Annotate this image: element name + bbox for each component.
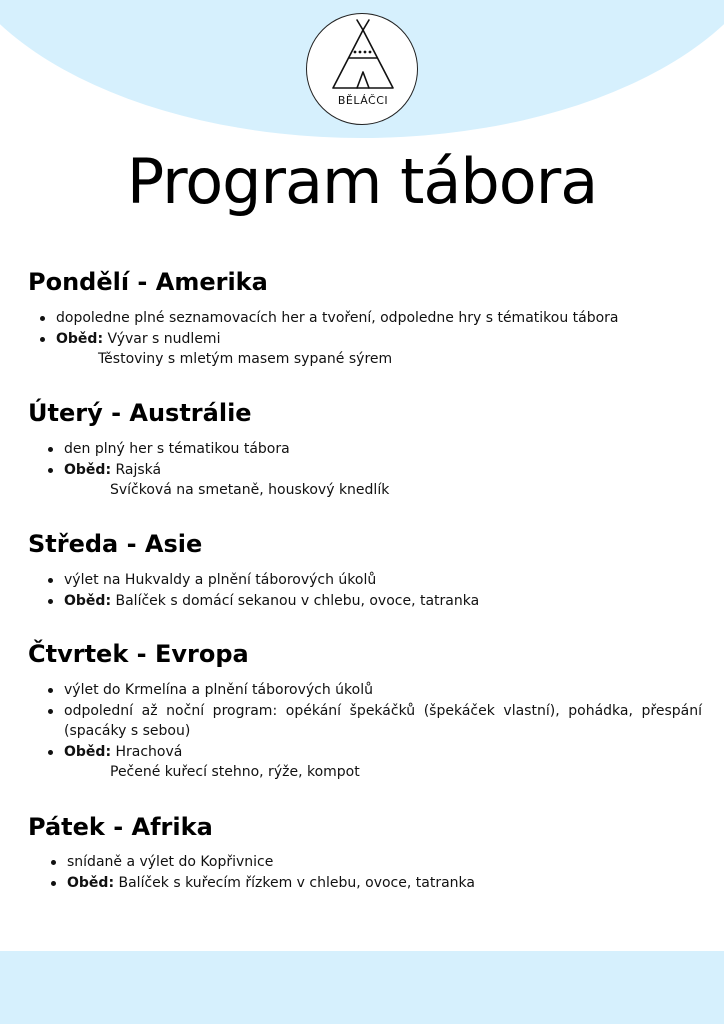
- lunch-item: [49, 873, 689, 894]
- list-item: dopoledne plné seznamovacích her a tvoření, odpoledne hry s tématikou tábora: [38, 308, 678, 329]
- lunch-main: Těstoviny s mletým masem sypané sýrem: [98, 351, 393, 367]
- lunch-label: Oběd:: [64, 461, 112, 478]
- teepee-icon: [307, 14, 419, 126]
- page-title: Program tábora: [126, 145, 598, 218]
- day-heading: Úterý - Austrálie: [28, 399, 252, 427]
- list-item: den plný her s tématikou tábora: [46, 439, 686, 460]
- list-item: výlet na Hukvaldy a plnění táborových úkolů: [46, 570, 686, 591]
- day-heading: Čtvrtek - Evropa: [28, 640, 249, 668]
- list-item: snídaně a výlet do Kopřivnice: [49, 852, 689, 873]
- lunch-text: Balíček s kuřecím řízkem v chlebu, ovoce, tatranka: [114, 874, 475, 891]
- day-items: [49, 852, 689, 893]
- lunch-main: Pečené kuřecí stehno, rýže, kompot: [110, 764, 360, 780]
- day-heading: Středa - Asie: [28, 530, 203, 558]
- day-items: [38, 308, 678, 370]
- camp-logo: [306, 13, 418, 125]
- day-items: [46, 570, 686, 611]
- lunch-item: [46, 591, 686, 612]
- footer-band: [0, 951, 724, 1024]
- lunch-label: Oběd:: [64, 743, 112, 760]
- lunch-label: Oběd:: [67, 874, 115, 891]
- day-heading: Pondělí - Amerika: [28, 268, 268, 296]
- list-item: výlet do Krmelína a plnění táborových úkolů: [46, 680, 702, 701]
- lunch-soup: Vývar s nudlemi: [103, 330, 221, 347]
- lunch-item: [38, 329, 678, 370]
- lunch-soup: Hrachová: [111, 743, 183, 760]
- day-items: [46, 680, 702, 783]
- lunch-item: [46, 460, 686, 501]
- day-items: [46, 439, 686, 501]
- lunch-label: Oběd:: [56, 330, 104, 347]
- lunch-text: Balíček s domácí sekanou v chlebu, ovoce, tatranka: [111, 592, 480, 609]
- lunch-soup: Rajská: [111, 461, 162, 478]
- lunch-item: [46, 742, 702, 783]
- day-heading: Pátek - Afrika: [28, 813, 213, 841]
- logo-text: BĚLÁČCI: [337, 94, 389, 107]
- lunch-main: Svíčková na smetaně, houskový knedlík: [110, 482, 390, 498]
- list-item: odpolední až noční program: opékání špekáčků (špekáček vlastní), pohádka, přespání (spacáky s sebou): [46, 701, 702, 742]
- lunch-label: Oběd:: [64, 592, 112, 609]
